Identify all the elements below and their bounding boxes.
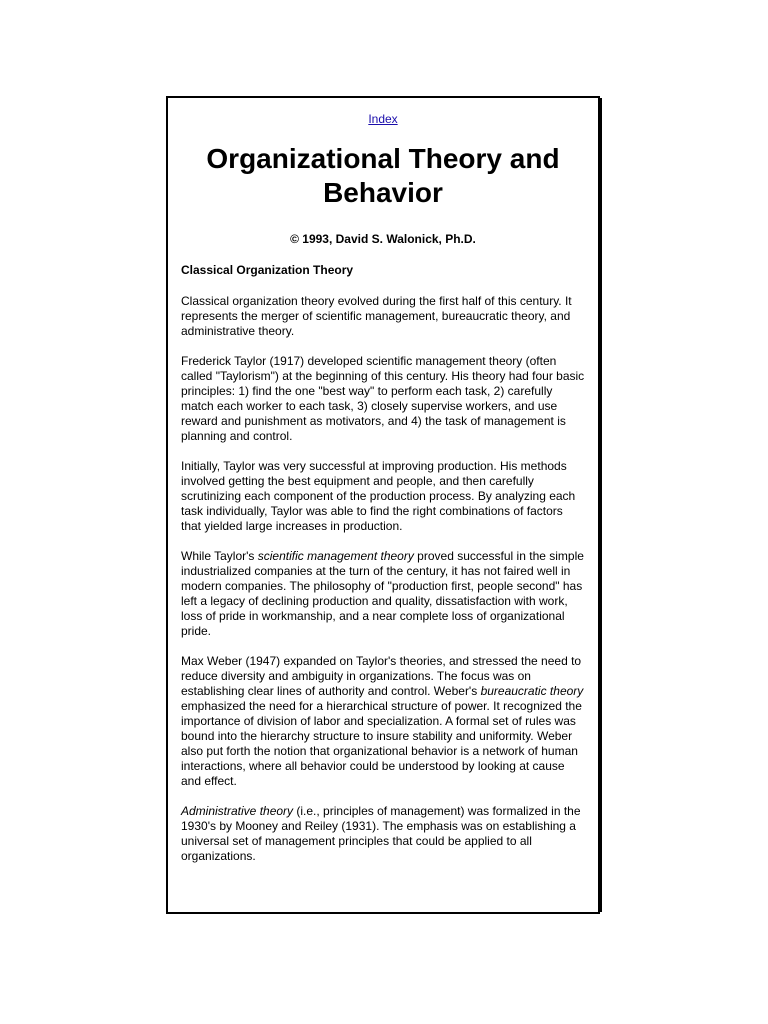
section-heading: Classical Organization Theory bbox=[181, 263, 354, 277]
index-link[interactable]: Index bbox=[368, 112, 398, 126]
term-administrative-theory: Administrative theory bbox=[181, 804, 294, 818]
paragraph-2: Frederick Taylor (1917) developed scientific management theory (often called "Taylorism") at the beginning of this century. His theory had four basic principles: 1) find the one "best way" to perform each task, 2) carefully match each worker to each task, 3) closely supervise workers, and use reward and punishment as motivators, and 4) the task of management is planning and control. bbox=[181, 354, 585, 443]
paragraph-4-text-cont: proved successful in the simple industrialized companies at the turn of the century, it has not faired well in modern companies. The philosophy of "production first, people second" has left a legacy of declining production and quality, dissatisfaction with work, loss of pride in workmanship, and a near complete loss of organizational pride. bbox=[181, 549, 584, 638]
copyright-line: © 1993, David S. Walonick, Ph.D. bbox=[290, 232, 476, 246]
paragraph-4 bbox=[181, 549, 585, 639]
page-title: Organizational Theory and Behavior bbox=[206, 143, 560, 208]
paragraph-5-text: Max Weber (1947) expanded on Taylor's theories, and stressed the need to reduce diversity and ambiguity in organizations. The focus was on establishing clear lines of authority and control. Weber's bbox=[181, 654, 582, 698]
paragraph-3: Initially, Taylor was very successful at improving production. His methods involved getting the best equipment and people, and then carefully scrutinizing each component of the production process. By analyzing each task individually, Taylor was able to find the right combinations of factors that yielded large increases in production. bbox=[181, 459, 576, 533]
term-scientific-management-theory: scientific management theory bbox=[257, 549, 414, 563]
document-page bbox=[166, 96, 600, 914]
paragraph-5 bbox=[181, 654, 585, 789]
paragraph-4-text: While Taylor's bbox=[181, 549, 258, 563]
document-content bbox=[181, 112, 585, 879]
paragraph-6-text: (i.e., principles of management) was formalized in the 1930's by Mooney and Reiley (1931). The emphasis was on establishing a universal set of management principles that could be applied to all organizations. bbox=[181, 804, 581, 863]
paragraph-5-text-cont: emphasized the need for a hierarchical structure of power. It recognized the importance of division of labor and specialization. A formal set of rules was bound into the hierarchy structure to insure stability and uniformity. Weber also put forth the notion that organizational behavior is a network of human interactions, where all behavior could be understood by looking at cause and effect. bbox=[181, 699, 582, 788]
paragraph-1: Classical organization theory evolved during the first half of this century. It represents the merger of scientific management, bureaucratic theory, and administrative theory. bbox=[181, 294, 572, 338]
paragraph-6 bbox=[181, 804, 585, 864]
term-bureaucratic-theory: bureaucratic theory bbox=[480, 684, 584, 698]
